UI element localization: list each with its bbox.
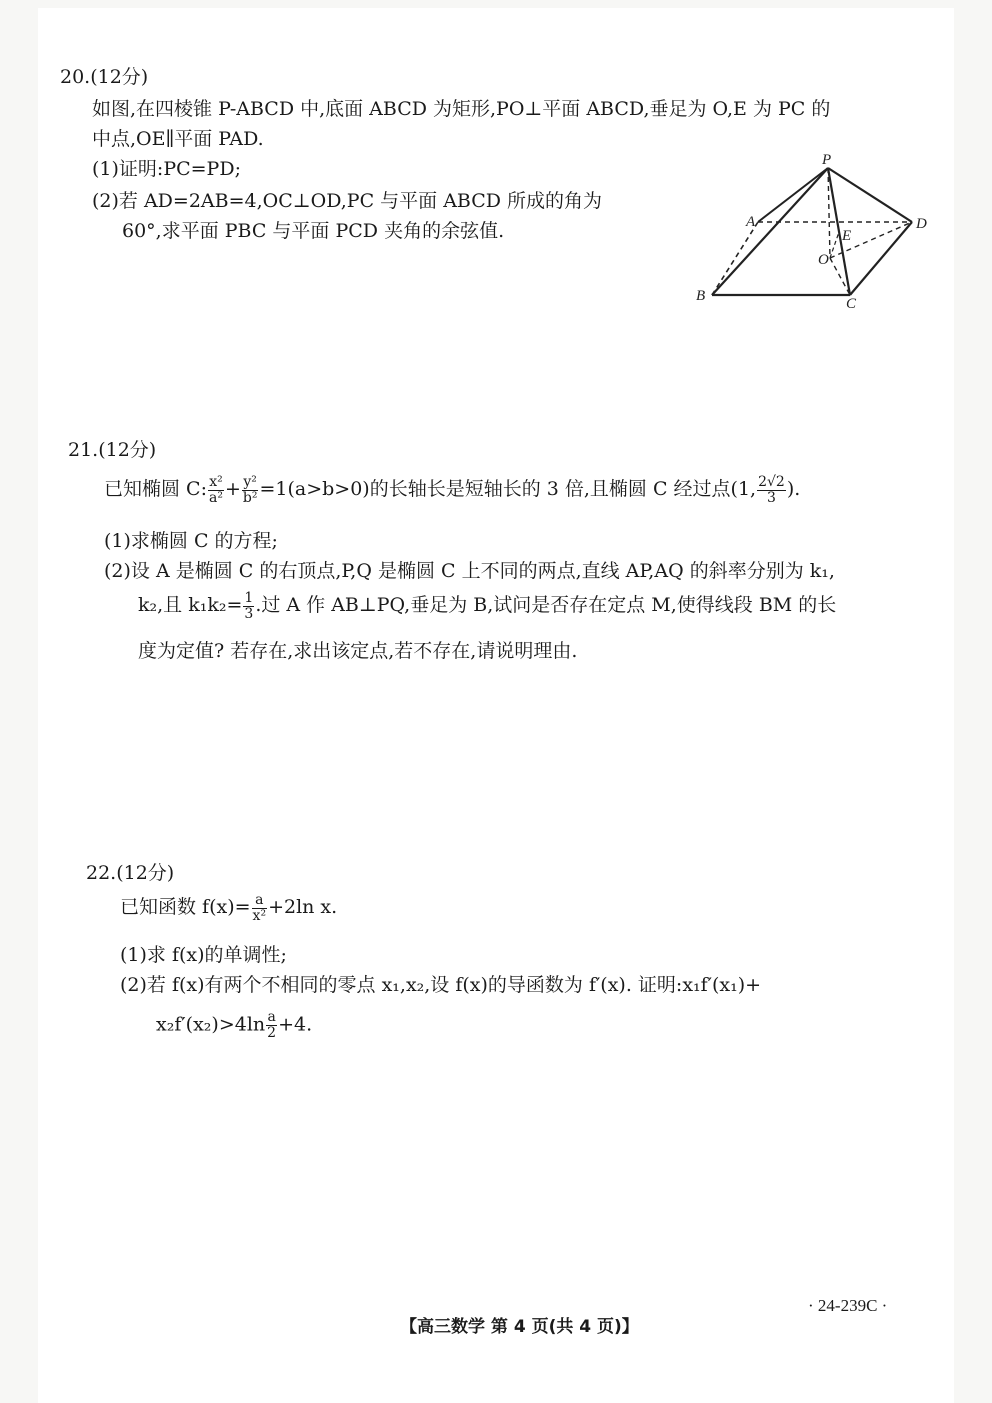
q20-header: 20.(12分) bbox=[60, 66, 149, 88]
q21-part2-line2-suffix: .过 A 作 AB⊥PQ,垂足为 B,试问是否存在定点 M,使得线段 BM 的长 bbox=[255, 594, 837, 616]
q22-part2-line1: (2)若 f(x)有两个不相同的零点 x₁,x₂,设 f(x)的导函数为 f′(x). 证明:x₁f′(x₁)+ bbox=[120, 974, 762, 996]
q21-part2-line1: (2)设 A 是椭圆 C 的右顶点,P,Q 是椭圆 C 上不同的两点,直线 AP,AQ 的斜率分别为 k₁, bbox=[104, 560, 835, 582]
q22-stem-prefix: 已知函数 f(x)= bbox=[120, 896, 251, 918]
q22-frac-den: x² bbox=[252, 907, 267, 924]
q22-part2-line2 bbox=[156, 1010, 312, 1041]
q21-frac-y bbox=[242, 475, 259, 506]
q21-part2-line3: 度为定值? 若存在,求出该定点,若不存在,请说明理由. bbox=[138, 640, 578, 662]
q20-stem-line1: 如图,在四棱锥 P-ABCD 中,底面 ABCD 为矩形,PO⊥平面 ABCD,垂足为 O,E 为 PC 的 bbox=[92, 98, 831, 120]
q21-header: 21.(12分) bbox=[68, 439, 157, 461]
q22-frac-num: a bbox=[252, 893, 268, 909]
q21-stem-suffix: ). bbox=[786, 478, 801, 500]
label-b: B bbox=[696, 288, 706, 304]
q21-part2-frac-den: 3 bbox=[244, 605, 254, 622]
q21-frac-x-num: x² bbox=[209, 473, 223, 490]
q21-plus: + bbox=[224, 478, 241, 500]
label-d: D bbox=[916, 216, 927, 232]
q22-part2-frac bbox=[266, 1010, 277, 1041]
q21-part2-frac bbox=[243, 591, 254, 622]
q21-stem-prefix: 已知椭圆 C: bbox=[104, 478, 207, 500]
exam-code: · 24-239C · bbox=[808, 1296, 888, 1315]
q21-part2-line2-prefix: k₂,且 k₁k₂= bbox=[138, 594, 243, 616]
q21-part2-line2 bbox=[138, 590, 836, 622]
q20-part2-line1: (2)若 AD=2AB=4,OC⊥OD,PC 与平面 ABCD 所成的角为 bbox=[92, 190, 603, 212]
q21-point-num: 2√2 bbox=[758, 473, 785, 490]
q21-point-frac bbox=[757, 475, 786, 506]
q22-frac bbox=[252, 893, 268, 924]
page-footer: 【高三数学 第 4 页(共 4 页)】 bbox=[400, 1317, 639, 1337]
q21-part2-frac-num: 1 bbox=[244, 589, 254, 606]
q20-stem-line2: 中点,OE∥平面 PAD. bbox=[92, 128, 264, 150]
q22-part1: (1)求 f(x)的单调性; bbox=[120, 944, 287, 966]
q21-frac-y-num: y² bbox=[243, 473, 257, 490]
q22-part2-frac-den: 2 bbox=[267, 1025, 277, 1041]
q22-header: 22.(12分) bbox=[86, 862, 175, 884]
q21-frac-y-den: b² bbox=[242, 489, 258, 506]
q22-part2-line2-suffix: +4. bbox=[278, 1013, 313, 1036]
q21-stem-eq: =1(a>b>0)的长轴长是短轴长的 3 倍,且椭圆 C 经过点(1, bbox=[259, 478, 757, 500]
q21-frac-x-den: a² bbox=[208, 489, 223, 506]
q22-part2-line2-prefix: x₂f′(x₂)>4ln bbox=[156, 1013, 266, 1036]
label-p: P bbox=[822, 152, 832, 168]
label-a: A bbox=[746, 214, 756, 230]
q22-stem bbox=[120, 892, 337, 924]
q22-part2-frac-num: a bbox=[267, 1009, 276, 1025]
q20-part2-line2: 60°,求平面 PBC 与平面 PCD 夹角的余弦值. bbox=[122, 220, 505, 242]
q20-part1: (1)证明:PC=PD; bbox=[92, 158, 241, 180]
q21-frac-x bbox=[208, 475, 224, 506]
q21-point-den: 3 bbox=[766, 489, 776, 506]
q21-part1: (1)求椭圆 C 的方程; bbox=[104, 530, 278, 552]
label-c: C bbox=[846, 296, 857, 310]
label-o: O bbox=[818, 252, 829, 268]
pyramid-figure bbox=[690, 150, 930, 310]
q21-stem bbox=[104, 474, 800, 506]
q22-stem-suffix: +2ln x. bbox=[268, 896, 338, 918]
label-e: E bbox=[842, 228, 852, 244]
